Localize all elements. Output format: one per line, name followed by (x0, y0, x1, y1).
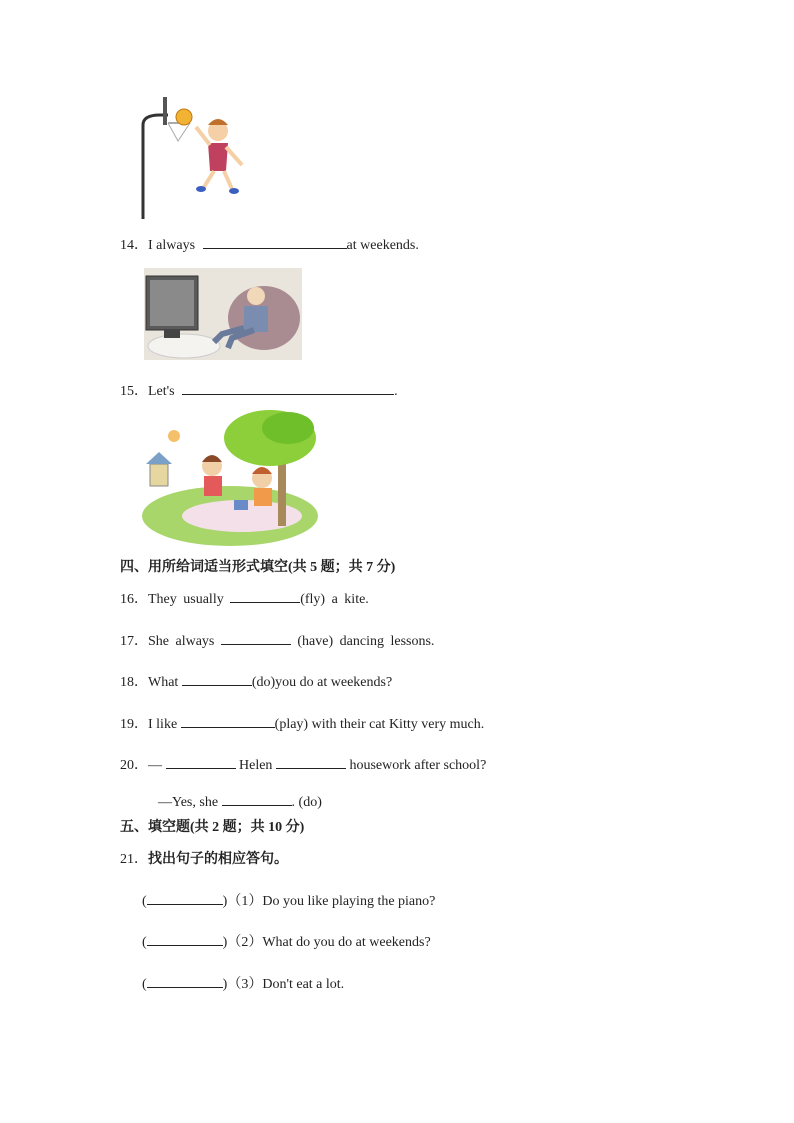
question-21 (120, 848, 288, 868)
question-text: — (148, 758, 162, 773)
basketball-illustration (138, 95, 248, 219)
paren-open: ( (142, 935, 147, 950)
answer-blank[interactable] (147, 890, 223, 905)
question-17 (120, 630, 434, 650)
watching-tv-illustration (144, 268, 302, 360)
question-number: 15． (120, 384, 148, 399)
section-5-title: 五、填空题(共 2 题；共 10 分) (120, 820, 305, 835)
answer-blank[interactable] (230, 588, 300, 603)
answer-blank[interactable] (147, 931, 223, 946)
picnic-illustration (138, 408, 320, 550)
answer-blank[interactable] (181, 713, 275, 728)
question-number: 16． (120, 592, 148, 607)
answer-blank[interactable] (182, 380, 394, 395)
paren-close: ) (222, 977, 228, 992)
answer-blank[interactable] (203, 234, 347, 249)
question-text: at weekends. (346, 238, 419, 253)
question-15 (120, 380, 398, 400)
question-text: Let's (148, 384, 175, 399)
item-text: Don't eat a lot. (262, 977, 345, 992)
answer-blank[interactable] (166, 754, 236, 769)
answer-blank[interactable] (222, 791, 292, 806)
question-number: 17． (120, 634, 148, 649)
question-16 (120, 588, 369, 608)
answer-blank[interactable] (182, 671, 252, 686)
question-text: (fly) a kite. (300, 592, 369, 607)
match-item (142, 890, 435, 910)
question-text: (play) with their cat Kitty very much. (274, 717, 485, 732)
question-20-line-2 (158, 791, 322, 811)
question-text: She always (148, 634, 215, 649)
paren-open: ( (142, 894, 147, 909)
question-text: What (148, 675, 179, 690)
item-tag: （1） (227, 894, 263, 909)
question-18 (120, 671, 392, 691)
question-number: 20． (120, 758, 148, 773)
paren-close: ) (222, 894, 228, 909)
paren-close: ) (222, 935, 228, 950)
question-number: 14． (120, 238, 148, 253)
paren-open: ( (142, 977, 147, 992)
question-number: 19． (120, 717, 148, 732)
question-text: housework after school? (349, 758, 487, 773)
question-text: (have) dancing lessons. (297, 634, 435, 649)
question-number: 21． (120, 852, 148, 867)
question-text: —Yes, she (158, 795, 219, 810)
item-tag: （2） (227, 935, 263, 950)
answer-blank[interactable] (221, 630, 291, 645)
question-instruction: 找出句子的相应答句。 (148, 852, 288, 867)
question-text: . (do) (291, 795, 322, 810)
item-text: Do you like playing the piano? (262, 894, 436, 909)
question-20-line-1 (120, 754, 486, 774)
question-text: . (394, 384, 398, 399)
question-text: I always (148, 238, 196, 253)
question-text: Helen (239, 758, 273, 773)
answer-blank[interactable] (276, 754, 346, 769)
item-tag: （3） (227, 977, 263, 992)
question-text: (do)you do at weekends? (251, 675, 393, 690)
match-item (142, 931, 431, 951)
question-19 (120, 713, 484, 733)
match-item (142, 973, 344, 993)
question-text: I like (148, 717, 178, 732)
question-number: 18． (120, 675, 148, 690)
answer-blank[interactable] (147, 973, 223, 988)
question-14 (120, 234, 419, 254)
item-text: What do you do at weekends? (262, 935, 431, 950)
question-text: They usually (148, 592, 224, 607)
section-4-title: 四、用所给词适当形式填空(共 5 题；共 7 分) (120, 560, 396, 575)
